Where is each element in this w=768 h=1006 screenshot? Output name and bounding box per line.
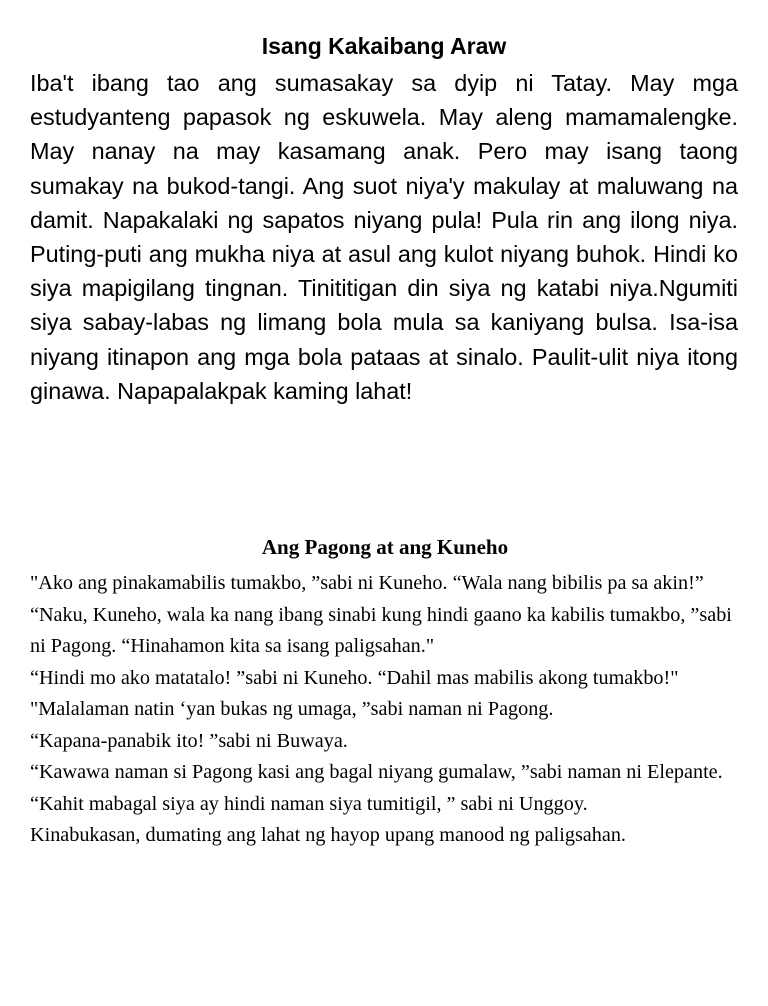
dialogue-line: “Kahit mabagal siya ay hindi naman siya tumitigil, ” sabi ni Unggoy.: [30, 792, 588, 815]
dialogue-line: "Ako ang pinakamabilis tumakbo, ”sabi ni Kuneho. “Wala nang bibilis pa sa akin!”: [30, 572, 704, 594]
story-isang-kakaibang-araw: [30, 30, 738, 408]
story-paragraph: Iba't ibang tao ang sumasakay sa dyip ni Tatay. May mga estudyanteng papasok ng eskuwela. May aleng mamamalengke. May nanay na may kasamang anak. Pero may isang taong sumakay na bukod-tangi. Ang suot niya'y makulay at maluwang na damit. Napakalaki ng sapatos niyang pula! Pula rin ang ilong niya. Puting-puti ang mukha niya at asul ang kulot niyang buhok. Hindi ko siya mapigilang tingnan. Tinititigan din siya ng katabi niya.Ngumiti siya sabay-labas ng limang bola mula sa kaniyang bulsa. Isa-isa niyang itinapon ang mga bola pataas at sinalo. Paulit-ulit niya itong ginawa. Napapalakpak kaming lahat!: [30, 70, 738, 404]
story-ang-pagong-at-ang-kuneho: [30, 532, 740, 852]
dialogue-line: “Naku, Kuneho, wala ka nang ibang sinabi kung hindi gaano ka kabilis tumakbo, ”sabi ni Pagong. “Hinahamon kita sa isang paligsahan.": [30, 603, 732, 657]
dialogue-line: “Kawawa naman si Pagong kasi ang bagal niyang gumalaw, ”sabi naman ni Elepante.: [30, 761, 723, 783]
story-title: Isang Kakaibang Araw: [261, 33, 507, 59]
dialogue-line: "Malalaman natin ‘yan bukas ng umaga, ”sabi naman ni Pagong.: [30, 698, 554, 720]
dialogue-line: Kinabukasan, dumating ang lahat ng hayop upang manood ng paligsahan.: [30, 824, 626, 846]
dialogue-line: “Kapana-panabik ito! ”sabi ni Buwaya.: [30, 729, 348, 752]
dialogue-line: “Hindi mo ako matatalo! ”sabi ni Kuneho. “Dahil mas mabilis akong tumakbo!": [30, 666, 679, 689]
story-title: Ang Pagong at ang Kuneho: [261, 535, 509, 559]
